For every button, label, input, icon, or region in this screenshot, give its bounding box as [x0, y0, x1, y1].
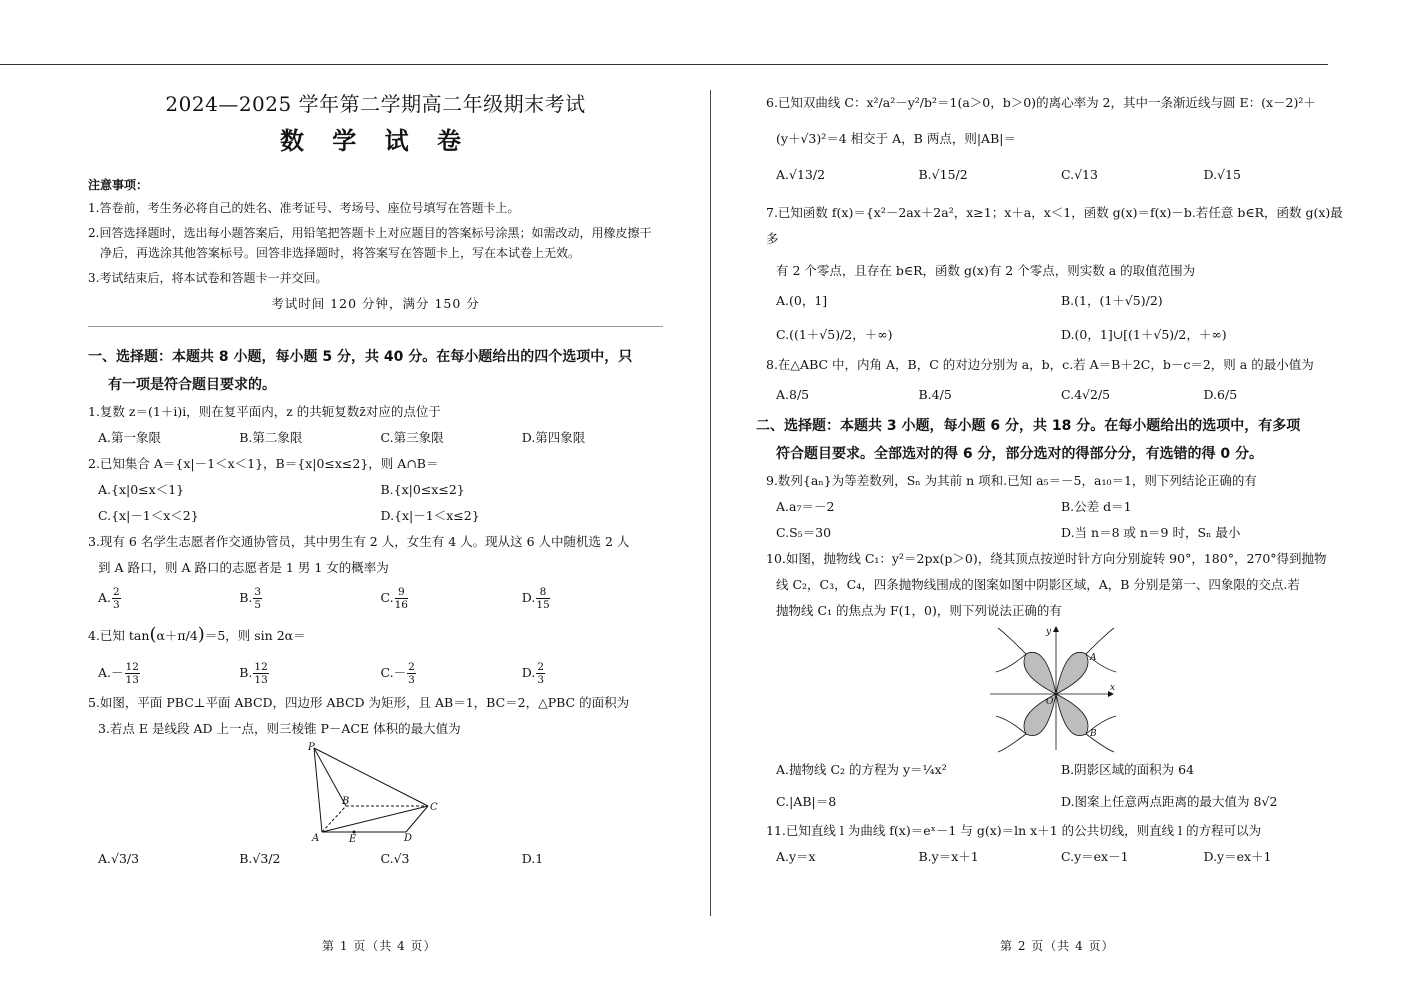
q4-stem-pre: 4.已知 tan	[88, 628, 150, 643]
q5-option-d[interactable]: D.1	[521, 851, 544, 866]
denominator: 13	[254, 674, 268, 686]
q7-option-b[interactable]: B.(1，(1＋√5)/2)	[1061, 293, 1163, 308]
q5-option-a[interactable]: A.√3/3	[98, 851, 140, 866]
divider	[88, 326, 663, 327]
axis-y-label: y	[1046, 627, 1052, 637]
q3-option-b[interactable]	[239, 581, 380, 615]
fraction	[395, 586, 408, 611]
q6-stem-1: 6.已知双曲线 C：x²/a²－y²/b²＝1(a＞0，b＞0)的离心率为 2，其中一条渐近线与圆 E：(x－2)²＋	[766, 95, 1316, 110]
q8-option-c[interactable]: C.4√2/5	[1061, 387, 1111, 402]
q6-option-b[interactable]: B.√15/2	[918, 167, 968, 182]
question-8	[766, 352, 1346, 378]
top-rule	[0, 64, 1328, 65]
section-1-heading	[88, 343, 663, 399]
parabola-diagram	[986, 624, 1126, 754]
denominator: 3	[113, 599, 120, 611]
label-c: C	[429, 802, 438, 813]
q7-stem-1: 7.已知函数 f(x)＝{x²－2ax＋2a²，x≥1；x＋a，x＜1，函数 g(x)＝f(x)－b.若任意 b∈R，函数 g(x)最多	[766, 205, 1343, 246]
q9-options	[766, 494, 1346, 520]
q7-option-c[interactable]: C.((1＋√5)/2，＋∞)	[776, 327, 893, 342]
label-e: E	[348, 834, 356, 842]
question-11	[766, 818, 1346, 844]
fraction	[112, 586, 121, 611]
option-letter: D.	[521, 590, 536, 605]
q6-option-c[interactable]: C.√13	[1061, 167, 1098, 182]
label-b: B	[341, 796, 349, 807]
q6-option-d[interactable]: D.√15	[1203, 167, 1241, 182]
q5-options	[88, 846, 663, 872]
q4-option-a[interactable]	[98, 656, 239, 690]
fraction	[536, 661, 545, 686]
q3-option-d[interactable]	[522, 581, 663, 615]
option-letter: C.－	[380, 665, 407, 680]
notice-item: 3.考试结束后，将本试卷和答题卡一并交回。	[88, 271, 328, 285]
q9-stem: 9.数列{aₙ}为等差数列，Sₙ 为其前 n 项和.已知 a₅＝－5，a₁₀＝1，则下列结论正确的有	[766, 473, 1257, 488]
notice	[88, 176, 663, 312]
q11-options	[766, 844, 1346, 870]
q9-option-b[interactable]: B.公差 d＝1	[1061, 499, 1132, 514]
q10-stem-3: 抛物线 C₁ 的焦点为 F(1，0)，则下列说法正确的有	[776, 603, 1062, 618]
q9-option-c[interactable]: C.S₅＝30	[776, 525, 832, 540]
question-4: 4.已知 tan(α＋π/4)＝5，则 sin 2α＝	[88, 624, 306, 645]
q7-options-2	[766, 318, 1346, 352]
q7-stem-2: 有 2 个零点，且存在 b∈R，函数 g(x)有 2 个零点，则实数 a 的取值范围为	[776, 263, 1196, 278]
q3-option-a[interactable]	[98, 581, 239, 615]
option-letter: B.	[239, 665, 253, 680]
q3-stem-1: 3.现有 6 名学生志愿者作交通协管员，其中男生有 2 人，女生有 4 人。现从这 6 人中随机选 2 人	[88, 534, 630, 549]
q11-option-c[interactable]: C.y＝ex－1	[1061, 849, 1129, 864]
denominator: 16	[394, 599, 408, 611]
question-1	[88, 399, 663, 425]
question-9	[766, 468, 1346, 494]
page-footer-left: 第 1 页（共 4 页）	[322, 939, 437, 953]
option-letter: D.	[521, 665, 536, 680]
q7-option-d[interactable]: D.(0，1]∪[(1＋√5)/2，＋∞)	[1061, 327, 1227, 342]
notice-heading: 注意事项：	[88, 178, 149, 192]
q4-option-b[interactable]	[239, 656, 380, 690]
q2-option-a[interactable]: A.{x|0≤x＜1}	[98, 482, 185, 497]
q10-stem-1: 10.如图，抛物线 C₁：y²＝2px(p＞0)，绕其顶点按逆时针方向分别旋转 90°，180°，270°得到抛物	[766, 551, 1327, 566]
q4-option-d[interactable]	[522, 656, 663, 690]
q10-option-c[interactable]: C.|AB|＝8	[776, 794, 837, 809]
q8-option-d[interactable]: D.6/5	[1203, 387, 1238, 402]
numerator: 8	[536, 586, 549, 599]
q10-option-a[interactable]: A.抛物线 C₂ 的方程为 y＝¼x²	[776, 762, 947, 777]
column-divider	[710, 90, 711, 916]
q6-option-a[interactable]: A.√13/2	[776, 167, 826, 182]
q4-options	[88, 656, 663, 690]
q10-figure	[766, 624, 1346, 754]
q10-option-d[interactable]: D.图案上任意两点距离的最大值为 8√2	[1061, 794, 1278, 809]
q2-options	[88, 477, 663, 503]
denominator: 15	[536, 599, 550, 611]
section-1-line1: 一、选择题：本题共 8 小题，每小题 5 分，共 40 分。在每小题给出的四个选项中，只	[88, 349, 633, 365]
numerator: 2	[113, 586, 120, 598]
origin-label: O	[1046, 697, 1054, 707]
option-letter: A.	[98, 590, 112, 605]
numerator: 3	[254, 586, 262, 598]
q4-option-c[interactable]	[381, 656, 522, 690]
q5-option-c[interactable]: C.√3	[380, 851, 410, 866]
q1-option-b[interactable]: B.第二象限	[239, 430, 303, 445]
exam-time: 考试时间 120 分钟，满分 150 分	[271, 296, 480, 311]
section-2-heading	[756, 412, 1346, 468]
q8-options	[766, 378, 1346, 412]
point-b-label: B	[1090, 729, 1097, 739]
numerator: 9	[395, 586, 408, 599]
section-2-line2: 符合题目要求。全部选对的得 6 分，部分选对的得部分分，有选错的得 0 分。	[776, 446, 1263, 462]
q7-option-a[interactable]: A.(0，1]	[776, 293, 828, 308]
q9-options-2	[766, 520, 1346, 546]
denominator: 3	[408, 674, 415, 686]
question-3	[88, 529, 663, 581]
q4-stem-post: ＝5，则 sin 2α＝	[204, 628, 306, 643]
q10-stem-2: 线 C₂，C₃，C₄，四条抛物线围成的图案如图中阴影区域，A，B 分别是第一、四象限的交点.若	[776, 577, 1300, 592]
q2-option-c[interactable]: C.{x|－1＜x＜2}	[98, 508, 199, 523]
page-footer-right: 第 2 页（共 4 页）	[1000, 939, 1115, 953]
q2-option-d[interactable]: D.{x|－1＜x≤2}	[380, 508, 480, 523]
q1-option-d[interactable]: D.第四象限	[521, 430, 586, 445]
denominator: 3	[537, 674, 544, 686]
q4-stem-arg: α＋π/4	[156, 628, 198, 643]
section-2-line1: 二、选择题：本题共 3 小题，每小题 6 分，共 18 分。在每小题给出的选项中，有多项	[756, 418, 1301, 434]
fraction	[253, 586, 262, 611]
question-6	[766, 90, 1346, 152]
denominator: 5	[254, 599, 262, 611]
q6-options	[766, 162, 1346, 188]
q9-option-d[interactable]: D.当 n＝8 或 n＝9 时，Sₙ 最小	[1061, 525, 1241, 540]
point-a-label: A	[1090, 653, 1097, 663]
question-10	[766, 546, 1346, 624]
numerator: 2	[537, 661, 544, 673]
q11-stem: 11.已知直线 l 为曲线 f(x)＝eˣ－1 与 g(x)＝ln x＋1 的公共切线，则直线 l 的方程可以为	[766, 823, 1262, 838]
axis-x-label: x	[1110, 683, 1116, 693]
label-d: D	[403, 833, 412, 842]
fraction	[253, 661, 268, 686]
fraction	[125, 661, 140, 686]
question-7	[766, 200, 1346, 284]
q11-option-d[interactable]: D.y＝ex＋1	[1203, 849, 1272, 864]
question-2	[88, 451, 663, 477]
option-letter: B.	[239, 590, 253, 605]
q3-stem-2: 到 A 路口，则 A 路口的志愿者是 1 男 1 女的概率为	[98, 560, 389, 575]
fraction	[407, 661, 416, 686]
exam-title: 2024—2025 学年第二学期高二年级期末考试	[165, 92, 586, 116]
notice-item: 2.回答选择题时，选出每小题答案后，用铅笔把答题卡上对应题目的答案标号涂黑；如需改动，用橡皮擦干净后，再选涂其他答案标号。回答非选择题时，将答案写在答题卡上，写在本试卷上无效。	[88, 226, 652, 260]
q2-options-2	[88, 503, 663, 529]
q5-figure	[88, 742, 663, 842]
label-p: P	[307, 742, 315, 753]
q1-option-a[interactable]: A.第一象限	[98, 430, 162, 445]
q2-stem: 2.已知集合 A＝{x|－1＜x＜1}，B＝{x|0≤x≤2}，则 A∩B＝	[88, 456, 439, 471]
notice-item: 1.答卷前，考生务必将自己的姓名、准考证号、考场号、座位号填写在答题卡上。	[88, 201, 520, 215]
question-5	[88, 690, 663, 742]
option-letter: A.－	[98, 665, 124, 680]
left-column	[88, 84, 663, 872]
q3-option-c[interactable]	[381, 581, 522, 615]
option-letter: C.	[380, 590, 394, 605]
label-a: A	[311, 833, 319, 842]
q8-option-a[interactable]: A.8/5	[776, 387, 810, 402]
numerator: 12	[125, 661, 139, 673]
q2-option-b[interactable]: B.{x|0≤x≤2}	[380, 482, 465, 497]
q10-option-b[interactable]: B.阴影区域的面积为 64	[1061, 762, 1195, 777]
q5-stem-2: 3.若点 E 是线段 AD 上一点，则三棱锥 P－ACE 体积的最大值为	[98, 721, 461, 736]
q3-options	[88, 581, 663, 615]
q8-option-b[interactable]: B.4/5	[918, 387, 952, 402]
fraction	[536, 586, 549, 611]
exam-subtitle: 数 学 试 卷	[279, 127, 472, 155]
q9-option-a[interactable]: A.a₇＝－2	[776, 499, 835, 514]
q6-stem-2: (y＋√3)²＝4 相交于 A，B 两点，则|AB|＝	[776, 131, 1016, 146]
q1-option-c[interactable]: C.第三象限	[380, 430, 444, 445]
pyramid-diagram	[296, 742, 456, 842]
q5-option-b[interactable]: B.√3/2	[239, 851, 281, 866]
q11-option-a[interactable]: A.y＝x	[776, 849, 816, 864]
q11-option-b[interactable]: B.y＝x＋1	[918, 849, 979, 864]
q7-options	[766, 284, 1346, 318]
q10-options	[766, 754, 1346, 786]
numerator: 2	[408, 661, 415, 673]
right-column	[756, 90, 1346, 870]
q1-stem: 1.复数 z＝(1＋i)i，则在复平面内，z 的共轭复数z̄对应的点位于	[88, 404, 441, 419]
q10-options-2	[766, 786, 1346, 818]
q8-stem: 8.在△ABC 中，内角 A，B，C 的对边分别为 a，b，c.若 A＝B＋2C，b－c＝2，则 a 的最小值为	[766, 357, 1314, 372]
section-1-line2: 有一项是符合题目要求的。	[108, 377, 276, 393]
denominator: 13	[125, 674, 139, 686]
numerator: 12	[254, 661, 268, 673]
q1-options	[88, 425, 663, 451]
q5-stem-1: 5.如图，平面 PBC⊥平面 ABCD，四边形 ABCD 为矩形，且 AB＝1，BC＝2，△PBC 的面积为	[88, 695, 630, 710]
